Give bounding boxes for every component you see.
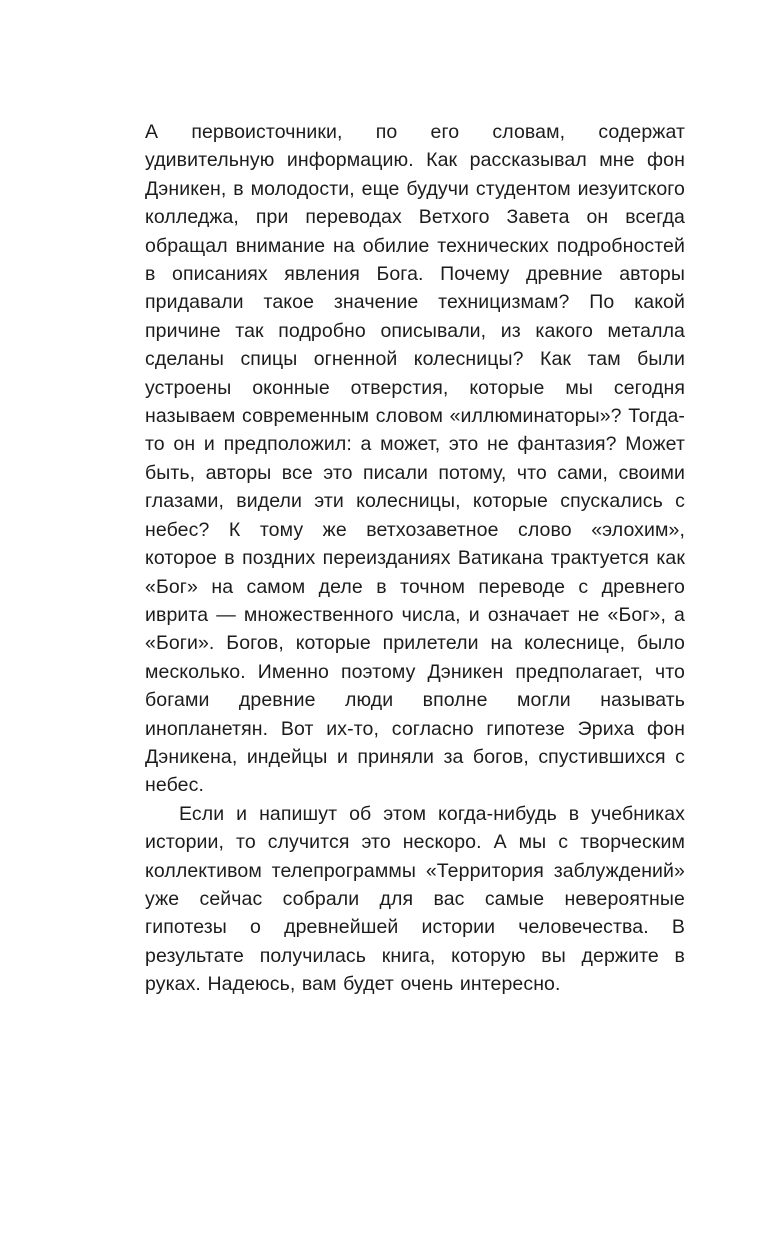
text-block — [145, 118, 685, 999]
paragraph-2: Если и напишут об этом когда-нибудь в учебниках истории, то случится это нескоро. А мы с творческим коллективом телепрограммы «Территория заблуждений» уже сейчас собрали для вас самые невероятные гипотезы о древнейшей истории человечества. В результате получилась книга, которую вы держите в руках. Надеюсь, вам будет очень интересно. — [145, 802, 685, 996]
paragraph-1: А первоисточники, по его словам, содержат удивительную информацию. Как рассказывал мне фон Дэникен, в молодости, еще будучи студентом иезуитского колледжа, при переводах Ветхого Завета он всегда обращал внимание на обилие технических подробностей в описаниях явления Бога. Почему древние авторы придавали такое значение техницизмам? По какой причине так подробно описывали, из какого металла сделаны спицы огненной колесницы? Как там были устроены оконные отверстия, которые мы сегодня называем современным словом «иллюминаторы»? Тогда-то он и предположил: а может, это не фантазия? Может быть, авторы все это писали потому, что сами, своими глазами, видели эти колесницы, которые спускались с небес? К тому же ветхозаветное слово «элохим», которое в поздних переизданиях Ватикана трактуется как «Бог» на самом деле в точном переводе с древнего иврита — множественного числа, и означает не «Бог», а «Боги». Богов, которые прилетели на колеснице, было месколько. Именно поэтому Дэникен предполагает, что богами древние люди вполне могли называть инопланетян. Вот их-то, согласно гипотезе Эриха фон Дэникена, индейцы и приняли за богов, спустившихся с небес. — [145, 121, 685, 797]
